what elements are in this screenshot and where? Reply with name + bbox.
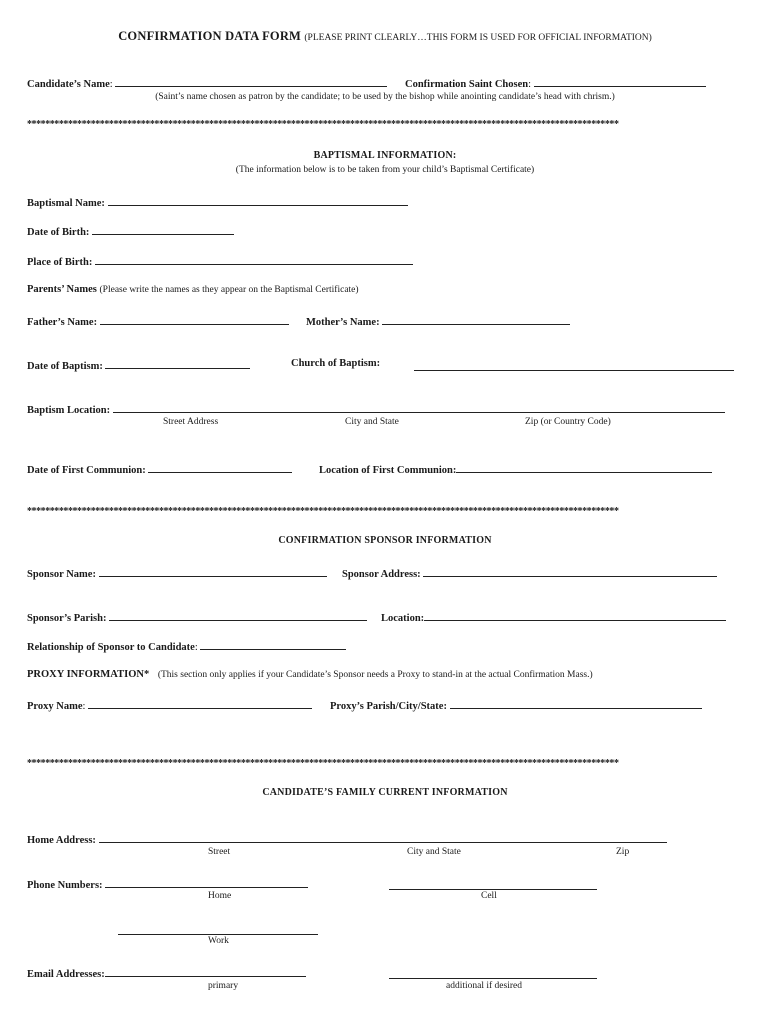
date-of-baptism-label: Date of Baptism: bbox=[27, 361, 103, 372]
baptism-location-field[interactable] bbox=[113, 402, 725, 413]
street-address-caption: Street Address bbox=[163, 417, 219, 427]
sponsor-location-row bbox=[381, 610, 726, 624]
email-addresses-label: Email Addresses: bbox=[27, 969, 105, 980]
sponsor-address-field[interactable] bbox=[423, 566, 717, 577]
date-of-birth-label: Date of Birth: bbox=[27, 227, 90, 238]
proxy-name-row: Proxy Name: bbox=[27, 698, 312, 712]
candidate-name-field[interactable] bbox=[115, 76, 387, 87]
first-communion-date-row bbox=[27, 462, 292, 476]
first-communion-date-field[interactable] bbox=[148, 462, 292, 473]
home-address-label: Home Address: bbox=[27, 835, 96, 846]
phone-home-caption: Home bbox=[208, 891, 232, 901]
phone-cell-caption: Cell bbox=[481, 891, 497, 901]
first-communion-location-field[interactable] bbox=[456, 462, 712, 473]
form-title-main: CONFIRMATION DATA FORM bbox=[118, 29, 302, 43]
baptism-location-row bbox=[27, 402, 725, 416]
proxy-name-field[interactable] bbox=[88, 698, 312, 709]
date-of-birth-field[interactable] bbox=[92, 224, 234, 235]
place-of-birth-label: Place of Birth: bbox=[27, 257, 93, 268]
parents-names-note: (Please write the names as they appear on the Baptismal Certificate) bbox=[99, 285, 359, 295]
sponsor-address-row bbox=[342, 566, 717, 580]
father-name-row bbox=[27, 314, 289, 328]
candidate-name-row: Candidate’s Name: bbox=[27, 76, 387, 90]
sponsor-heading: CONFIRMATION SPONSOR INFORMATION bbox=[278, 535, 492, 546]
phone-work-field[interactable] bbox=[118, 924, 318, 935]
mother-name-label: Mother’s Name: bbox=[306, 317, 380, 328]
form-title-note: (PLEASE PRINT CLEARLY…THIS FORM IS USED FOR OFFICIAL INFORMATION) bbox=[304, 33, 652, 43]
baptism-location-label: Baptism Location: bbox=[27, 405, 111, 416]
separator-1: ********************************************************************************************************************************** bbox=[27, 119, 619, 130]
confirmation-saint-label: Confirmation Saint Chosen bbox=[405, 79, 529, 90]
sponsor-parish-label: Sponsor’s Parish: bbox=[27, 613, 107, 624]
city-state-caption: City and State bbox=[345, 417, 399, 427]
church-of-baptism-field[interactable] bbox=[414, 360, 734, 371]
first-communion-location-row bbox=[319, 462, 712, 476]
email-primary-field[interactable] bbox=[105, 966, 306, 977]
saint-note: (Saint’s name chosen as patron by the candidate; to be used by the bishop while anointing candidate’s head with chrism.) bbox=[155, 92, 615, 102]
father-name-field[interactable] bbox=[100, 314, 289, 325]
proxy-info-label: PROXY INFORMATION* bbox=[27, 669, 150, 680]
proxy-info-row bbox=[27, 669, 593, 680]
home-city-state-caption: City and State bbox=[407, 847, 461, 857]
first-communion-location-label: Location of First Communion: bbox=[319, 465, 457, 476]
baptismal-name-field[interactable] bbox=[108, 195, 408, 206]
baptismal-subheading: (The information below is to be taken from your child’s Baptismal Certificate) bbox=[235, 165, 535, 175]
sponsor-name-field[interactable] bbox=[99, 566, 327, 577]
mother-name-row bbox=[306, 314, 570, 328]
church-of-baptism-wrap bbox=[414, 358, 734, 376]
form-title bbox=[0, 29, 770, 44]
family-heading: CANDIDATE’S FAMILY CURRENT INFORMATION bbox=[262, 787, 508, 798]
phone-numbers-label: Phone Numbers: bbox=[27, 880, 103, 891]
relationship-row: Relationship of Sponsor to Candidate: bbox=[27, 639, 346, 653]
sponsor-name-row bbox=[27, 566, 327, 580]
separator-2: ********************************************************************************************************************************** bbox=[27, 506, 619, 517]
proxy-info-note: (This section only applies if your Candidate’s Sponsor needs a Proxy to stand-in at the actual Confirmation Mass.) bbox=[157, 670, 593, 680]
sponsor-location-label: Location: bbox=[381, 613, 425, 624]
phone-cell-field[interactable] bbox=[389, 879, 597, 890]
date-of-birth-row bbox=[27, 224, 234, 238]
relationship-label: Relationship of Sponsor to Candidate bbox=[27, 642, 195, 653]
candidate-name-label: Candidate’s Name bbox=[27, 79, 110, 90]
sponsor-address-label: Sponsor Address: bbox=[342, 569, 421, 580]
confirmation-saint-field[interactable] bbox=[534, 76, 706, 87]
parents-names-label: Parents’ Names bbox=[27, 284, 97, 295]
zip-country-caption: Zip (or Country Code) bbox=[525, 417, 611, 427]
confirmation-saint-row: Confirmation Saint Chosen: bbox=[405, 76, 706, 90]
baptismal-name-row bbox=[27, 195, 408, 209]
father-name-label: Father’s Name: bbox=[27, 317, 98, 328]
baptismal-heading: BAPTISMAL INFORMATION: bbox=[313, 150, 457, 161]
sponsor-parish-field[interactable] bbox=[109, 610, 367, 621]
proxy-name-label: Proxy Name bbox=[27, 701, 83, 712]
phone-work-caption: Work bbox=[208, 936, 229, 946]
email-primary-caption: primary bbox=[208, 981, 239, 991]
home-address-field[interactable] bbox=[99, 832, 667, 843]
sponsor-parish-row bbox=[27, 610, 367, 624]
sponsor-location-field[interactable] bbox=[424, 610, 726, 621]
email-additional-field[interactable] bbox=[389, 968, 597, 979]
relationship-field[interactable] bbox=[200, 639, 346, 650]
place-of-birth-row bbox=[27, 254, 413, 268]
email-addresses-row bbox=[27, 966, 306, 980]
email-additional-caption: additional if desired bbox=[446, 981, 522, 991]
date-of-baptism-row bbox=[27, 358, 250, 372]
proxy-parish-field[interactable] bbox=[450, 698, 702, 709]
phone-numbers-row bbox=[27, 877, 308, 891]
separator-3: ********************************************************************************************************************************** bbox=[27, 758, 619, 769]
sponsor-name-label: Sponsor Name: bbox=[27, 569, 96, 580]
first-communion-date-label: Date of First Communion: bbox=[27, 465, 146, 476]
phone-home-field[interactable] bbox=[105, 877, 308, 888]
parents-names-row bbox=[27, 284, 359, 295]
date-of-baptism-field[interactable] bbox=[105, 358, 250, 369]
church-of-baptism-label: Church of Baptism: bbox=[291, 358, 381, 369]
home-address-row bbox=[27, 832, 667, 846]
home-street-caption: Street bbox=[208, 847, 231, 857]
baptismal-name-label: Baptismal Name: bbox=[27, 198, 105, 209]
proxy-parish-row bbox=[330, 698, 702, 712]
proxy-parish-label: Proxy’s Parish/City/State: bbox=[330, 701, 447, 712]
home-zip-caption: Zip bbox=[616, 847, 630, 857]
mother-name-field[interactable] bbox=[382, 314, 570, 325]
place-of-birth-field[interactable] bbox=[95, 254, 413, 265]
